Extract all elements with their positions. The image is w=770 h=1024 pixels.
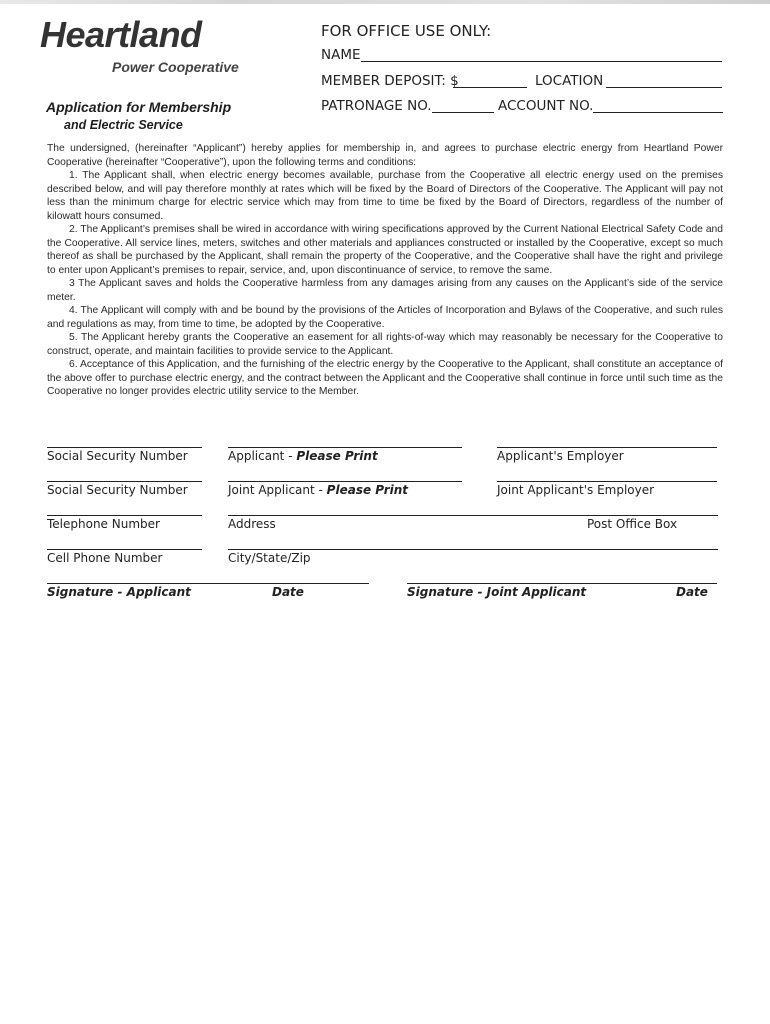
address-field[interactable] <box>228 515 718 516</box>
terms-item-1: 1. The Applicant shall, when electric energy becomes available, purchase from the Cooperative all electric energy used on the premises described below, and will pay therefore monthly at rates which will be fixed by the Board of Directors of the Cooperative. The Applicant will pay not less than the minimum charge for electric service which may from time to time be fixed by the Board of Directors, regardless of the number of kilowatt hours consumed. <box>47 170 723 222</box>
joint-applicant-name-field[interactable] <box>228 481 462 482</box>
joint-please-print-note: Please Print <box>326 483 409 497</box>
office-use-heading: FOR OFFICE USE ONLY: <box>321 22 492 40</box>
joint-applicant-date-label: Date <box>676 585 708 599</box>
joint-employer-label: Joint Applicant's Employer <box>497 483 655 497</box>
applicant-signature-field[interactable] <box>47 583 369 584</box>
member-deposit-label: MEMBER DEPOSIT: $ <box>321 73 459 89</box>
terms-body <box>47 142 723 399</box>
name-field[interactable] <box>361 61 722 62</box>
patronage-field[interactable] <box>432 112 494 113</box>
location-field[interactable] <box>606 87 722 88</box>
joint-employer-field[interactable] <box>497 481 717 482</box>
ssn-label: Social Security Number <box>47 449 188 463</box>
joint-applicant-signature-field[interactable] <box>407 583 717 584</box>
telephone-label: Telephone Number <box>47 517 160 531</box>
city-state-zip-label: City/State/Zip <box>228 551 311 565</box>
applicant-signature-label: Signature - Applicant <box>47 585 191 599</box>
application-subtitle: and Electric Service <box>64 118 183 132</box>
scan-edge <box>0 0 770 4</box>
application-title: Application for Membership <box>46 99 232 115</box>
joint-applicant-signature-label: Signature - Joint Applicant <box>407 585 587 599</box>
patronage-label: PATRONAGE NO. <box>321 98 432 114</box>
ssn-field[interactable] <box>47 447 202 448</box>
terms-item-3: 3 The Applicant saves and holds the Cooperative harmless from any damages arising from any causes on the Applicant’s side of the service meter. <box>47 278 723 303</box>
city-state-zip-field[interactable] <box>228 549 718 550</box>
terms-item-6: 6. Acceptance of this Application, and the furnishing of the electric energy by the Cooperative to the Applicant, shall constitute an acceptance of the above offer to purchase electric energy, and the contract between the Applicant and the Cooperative shall continue in force until such time as the Cooperative no longer provides electric utility service to the Member. <box>47 359 723 397</box>
telephone-field[interactable] <box>47 515 202 516</box>
cell-phone-label: Cell Phone Number <box>47 551 163 565</box>
applicant-date-label: Date <box>272 585 304 599</box>
name-label: NAME <box>321 47 361 63</box>
applicant-name-label: Applicant - Please Print <box>228 449 378 463</box>
joint-ssn-field[interactable] <box>47 481 202 482</box>
terms-item-4: 4. The Applicant will comply with and be bound by the provisions of the Articles of Incorporation and Bylaws of the Cooperative, and such rules and regulations as may, from time to time, be adopted by the Cooperative. <box>47 305 723 330</box>
please-print-note: Please Print <box>296 449 378 463</box>
applicant-employer-field[interactable] <box>497 447 717 448</box>
joint-applicant-name-label: Joint Applicant - Please Print <box>228 483 409 497</box>
logo-title: Heartland <box>40 14 202 55</box>
joint-ssn-label: Social Security Number <box>47 483 188 497</box>
applicant-name-field[interactable] <box>228 447 462 448</box>
member-deposit-field[interactable] <box>453 87 527 88</box>
address-label: Address <box>228 517 276 531</box>
terms-item-5: 5. The Applicant hereby grants the Cooperative an easement for all rights-of-way which may reasonably be necessary for the Cooperative to construct, operate, and maintain facilities to provide service to the Applicant. <box>47 332 723 357</box>
account-field[interactable] <box>593 112 723 113</box>
applicant-employer-label: Applicant's Employer <box>497 449 624 463</box>
logo-subtitle: Power Cooperative <box>112 59 239 75</box>
terms-intro: The undersigned, (hereinafter “Applicant”) hereby applies for membership in, and agrees to purchase electric energy from Heartland Power Cooperative (hereinafter “Cooperative”), upon the following terms and conditions: <box>47 143 723 168</box>
account-label: ACCOUNT NO. <box>498 98 594 114</box>
cell-phone-field[interactable] <box>47 549 202 550</box>
location-label: LOCATION <box>535 73 604 89</box>
terms-item-2: 2. The Applicant’s premises shall be wired in accordance with wiring specifications approved by the Current National Electrical Safety Code and the Cooperative. All service lines, meters, switches and other materials and appliances constructed or installed by the Cooperative, except so much thereof as shall be purchased by the Applicant, shall remain the property of the Cooperative, and the Cooperative shall have the right and privilege to enter upon Applicant’s premises to repair, service, and, upon discontinuance of service, to remove the same. <box>47 224 723 276</box>
po-box-label: Post Office Box <box>587 517 678 531</box>
